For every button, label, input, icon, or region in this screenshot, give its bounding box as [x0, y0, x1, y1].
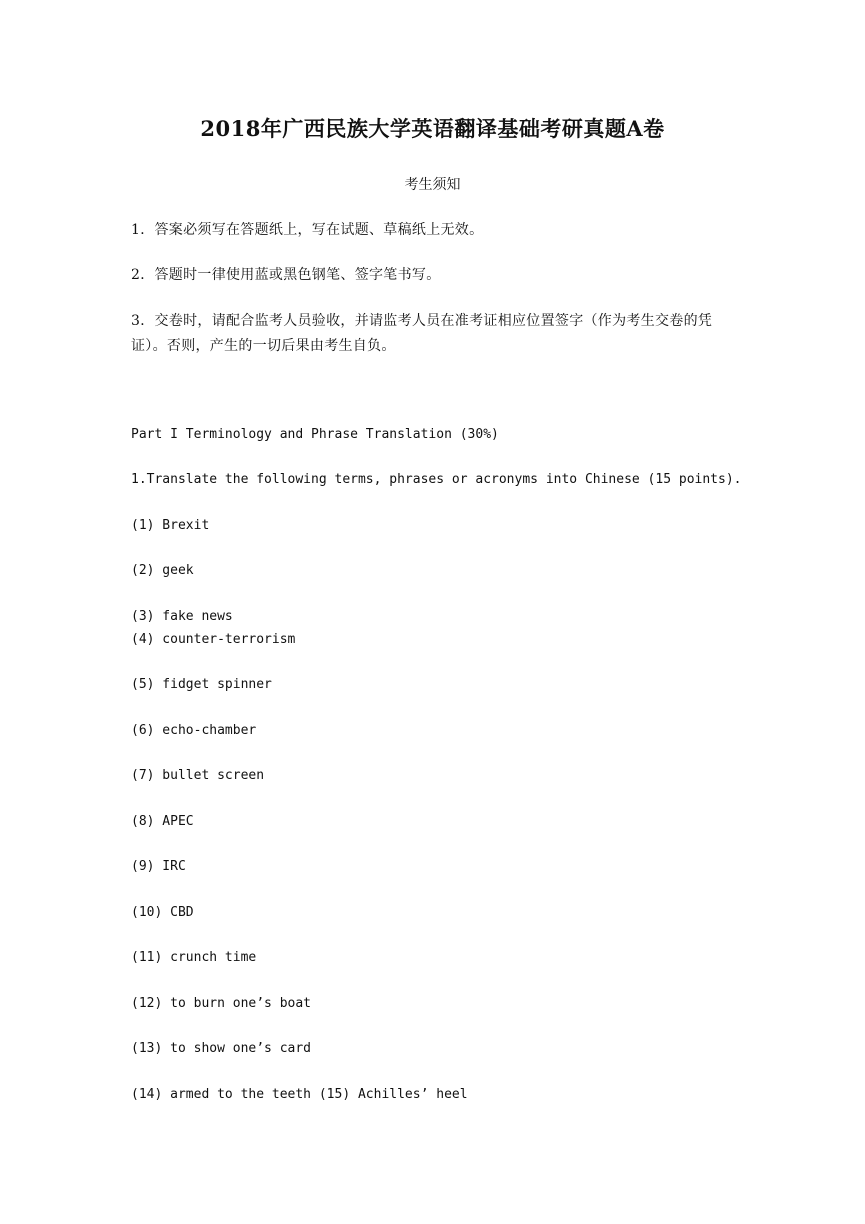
- term-item: (6) echo-chamber: [131, 723, 257, 738]
- instruction-text: 1.Translate the following terms, phrases or acronyms into Chinese (15 points).: [131, 472, 742, 487]
- term-item: (12) to burn one’s boat: [131, 996, 312, 1011]
- notice-item: 1．答案必须写在答题纸上，写在试题、草稿纸上无效。: [131, 222, 484, 238]
- term-item: (4) counter-terrorism: [131, 632, 296, 647]
- term-item: (2) geek: [131, 563, 194, 578]
- term-item: (3) fake news: [131, 609, 233, 624]
- term-item: (13) to show one’s card: [131, 1041, 312, 1056]
- page-title: 2018年广西民族大学英语翻译基础考研真题A卷: [200, 116, 665, 141]
- term-item: (10) CBD: [131, 905, 194, 920]
- notice-heading: 考生须知: [404, 177, 461, 193]
- term-item: (11) crunch time: [131, 950, 257, 965]
- term-item: (9) IRC: [131, 859, 186, 874]
- term-item: (14) armed to the teeth (15) Achilles’ heel: [131, 1087, 468, 1102]
- term-item: (5) fidget spinner: [131, 677, 272, 692]
- term-item: (7) bullet screen: [131, 768, 265, 783]
- notice-item: 2．答题时一律使用蓝或黑色钢笔、签字笔书写。: [131, 267, 441, 283]
- notice-item: 3．交卷时，请配合监考人员验收，并请监考人员在准考证相应位置签字（作为考生交卷的凭证）。否则，产生的一切后果由考生自负。: [131, 313, 713, 354]
- term-item: (8) APEC: [131, 814, 194, 829]
- term-item: (1) Brexit: [131, 518, 210, 533]
- section-heading: Part I Terminology and Phrase Translation (30%): [131, 427, 499, 442]
